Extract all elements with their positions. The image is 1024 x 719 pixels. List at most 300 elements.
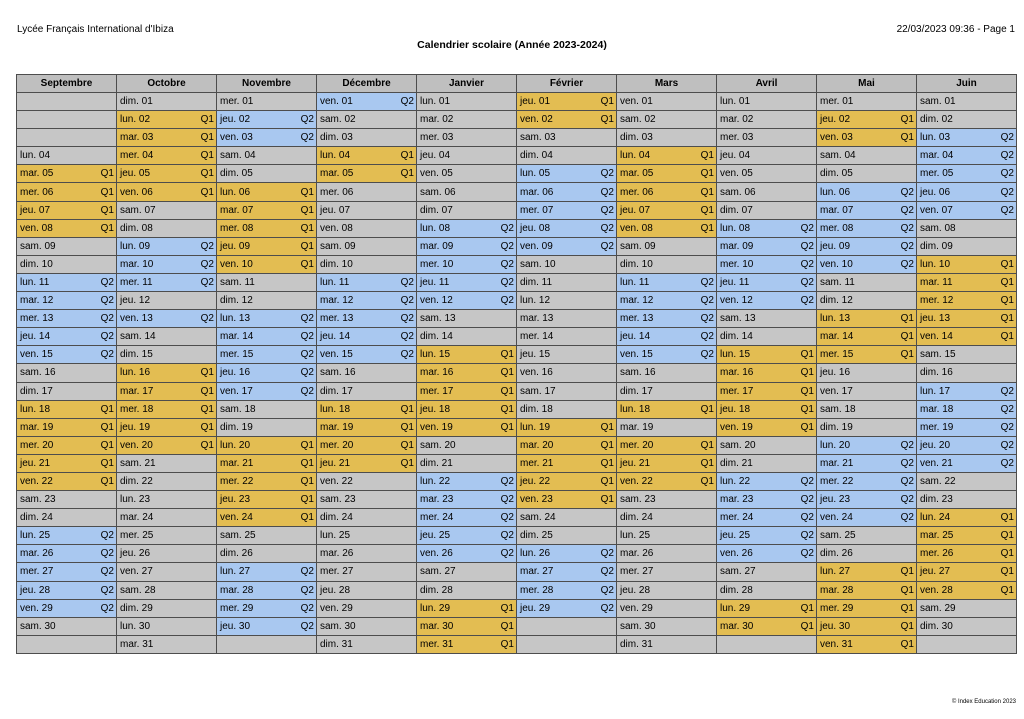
day-cell	[217, 237, 317, 255]
day-cell	[317, 237, 417, 255]
day-label: jeu. 01	[520, 96, 551, 108]
day-label: ven. 29	[620, 602, 653, 614]
day-cell	[17, 219, 117, 237]
day-label: mer. 08	[220, 222, 254, 234]
period-label: Q2	[900, 457, 914, 469]
period-label: Q2	[100, 276, 114, 288]
day-cell	[917, 454, 1017, 472]
period-label: Q2	[300, 132, 314, 144]
period-label: Q1	[500, 403, 514, 415]
day-cell	[617, 165, 717, 183]
calendar-row	[17, 292, 1017, 310]
day-cell	[317, 93, 417, 111]
day-cell	[617, 382, 717, 400]
day-label: mer. 20	[20, 439, 54, 451]
calendar-row	[17, 328, 1017, 346]
month-header: Décembre	[317, 75, 417, 93]
day-cell	[717, 509, 817, 527]
day-cell	[517, 292, 617, 310]
day-cell	[217, 93, 317, 111]
day-label: lun. 20	[220, 439, 251, 451]
day-cell	[617, 292, 717, 310]
day-cell	[17, 346, 117, 364]
day-cell	[617, 436, 717, 454]
period-label: Q2	[600, 548, 614, 560]
day-cell	[517, 545, 617, 563]
period-label: Q1	[1000, 512, 1014, 524]
period-label: Q2	[1000, 150, 1014, 162]
day-cell	[517, 328, 617, 346]
day-label: ven. 12	[420, 295, 453, 307]
day-cell	[417, 364, 517, 382]
day-label: lun. 10	[920, 258, 951, 270]
day-cell	[917, 527, 1017, 545]
print-timestamp: 22/03/2023 09:36 - Page 1	[896, 24, 1015, 35]
day-label: sam. 23	[20, 494, 56, 506]
day-label: dim. 26	[220, 548, 253, 560]
day-label: sam. 16	[320, 367, 356, 379]
period-label: Q2	[200, 313, 214, 325]
day-cell	[217, 617, 317, 635]
day-label: ven. 19	[420, 421, 453, 433]
day-label: sam. 23	[620, 494, 656, 506]
day-label: ven. 06	[120, 186, 153, 198]
calendar-row	[17, 599, 1017, 617]
day-label: mer. 06	[320, 186, 354, 198]
day-label: jeu. 04	[420, 150, 451, 162]
period-label: Q1	[400, 150, 414, 162]
day-cell	[117, 255, 217, 273]
period-label: Q1	[300, 476, 314, 488]
day-cell	[17, 509, 117, 527]
day-label: ven. 02	[520, 114, 553, 126]
day-label: mer. 12	[920, 295, 954, 307]
day-cell	[817, 617, 917, 635]
period-label: Q1	[500, 602, 514, 614]
day-label: mer. 05	[920, 168, 954, 180]
day-label: jeu. 23	[220, 494, 251, 506]
day-cell	[217, 273, 317, 291]
empty-day-cell	[717, 635, 817, 653]
day-cell	[917, 563, 1017, 581]
day-label: mar. 14	[820, 331, 854, 343]
day-cell	[217, 129, 317, 147]
day-label: lun. 30	[120, 620, 151, 632]
day-cell	[517, 418, 617, 436]
day-cell	[417, 599, 517, 617]
calendar-row	[17, 364, 1017, 382]
day-label: ven. 08	[620, 222, 653, 234]
day-label: ven. 28	[920, 584, 953, 596]
period-label: Q1	[500, 349, 514, 361]
day-cell	[517, 273, 617, 291]
day-cell	[517, 527, 617, 545]
day-label: mar. 09	[420, 240, 454, 252]
period-label: Q1	[300, 439, 314, 451]
day-cell	[17, 165, 117, 183]
period-label: Q2	[800, 258, 814, 270]
day-label: mer. 03	[420, 132, 454, 144]
day-cell	[417, 147, 517, 165]
period-label: Q2	[800, 548, 814, 560]
calendar-row	[17, 509, 1017, 527]
day-label: dim. 11	[520, 276, 553, 288]
day-cell	[917, 93, 1017, 111]
calendar-row	[17, 581, 1017, 599]
day-cell	[117, 599, 217, 617]
day-label: mar. 26	[320, 548, 354, 560]
day-label: sam. 02	[320, 114, 356, 126]
day-cell	[717, 93, 817, 111]
day-label: sam. 18	[820, 403, 856, 415]
period-label: Q1	[200, 367, 214, 379]
day-label: lun. 04	[620, 150, 651, 162]
day-cell	[717, 183, 817, 201]
day-label: sam. 25	[220, 530, 256, 542]
calendar-row	[17, 129, 1017, 147]
day-cell	[317, 255, 417, 273]
day-label: mar. 12	[620, 295, 654, 307]
day-label: ven. 17	[820, 385, 853, 397]
day-cell	[817, 147, 917, 165]
day-cell	[317, 491, 417, 509]
day-cell	[417, 93, 517, 111]
calendar-row	[17, 454, 1017, 472]
month-header: Juin	[917, 75, 1017, 93]
day-cell	[717, 165, 817, 183]
day-cell	[17, 147, 117, 165]
period-label: Q1	[300, 186, 314, 198]
day-label: dim. 22	[120, 476, 153, 488]
day-label: jeu. 29	[520, 602, 551, 614]
day-label: lun. 03	[920, 132, 951, 144]
day-label: mar. 05	[20, 168, 54, 180]
period-label: Q2	[1000, 204, 1014, 216]
day-cell	[217, 346, 317, 364]
period-label: Q2	[300, 349, 314, 361]
day-cell	[617, 129, 717, 147]
period-label: Q2	[100, 602, 114, 614]
day-cell	[617, 111, 717, 129]
empty-day-cell	[17, 129, 117, 147]
period-label: Q1	[300, 494, 314, 506]
day-label: mer. 06	[620, 186, 654, 198]
day-cell	[17, 364, 117, 382]
period-label: Q2	[700, 313, 714, 325]
day-label: sam. 01	[920, 96, 956, 108]
day-cell	[817, 237, 917, 255]
calendar-row	[17, 111, 1017, 129]
day-label: mar. 05	[620, 168, 654, 180]
day-label: lun. 29	[720, 602, 751, 614]
day-label: mer. 07	[520, 204, 554, 216]
day-label: sam. 03	[520, 132, 556, 144]
day-cell	[817, 563, 917, 581]
day-cell	[917, 310, 1017, 328]
day-cell	[717, 237, 817, 255]
day-cell	[917, 201, 1017, 219]
day-cell	[117, 165, 217, 183]
period-label: Q2	[500, 512, 514, 524]
period-label: Q2	[600, 222, 614, 234]
day-cell	[717, 111, 817, 129]
day-cell	[417, 545, 517, 563]
day-cell	[117, 400, 217, 418]
day-cell	[417, 165, 517, 183]
day-cell	[417, 617, 517, 635]
period-label: Q2	[900, 476, 914, 488]
day-label: mar. 14	[220, 331, 254, 343]
period-label: Q1	[700, 476, 714, 488]
day-cell	[917, 545, 1017, 563]
day-cell	[517, 237, 617, 255]
day-cell	[517, 454, 617, 472]
day-label: ven. 22	[20, 476, 53, 488]
day-cell	[917, 418, 1017, 436]
period-label: Q2	[400, 331, 414, 343]
day-cell	[17, 255, 117, 273]
day-cell	[617, 509, 717, 527]
day-label: dim. 10	[20, 258, 53, 270]
day-label: jeu. 13	[920, 313, 951, 325]
day-cell	[617, 273, 717, 291]
empty-day-cell	[217, 635, 317, 653]
day-cell	[717, 581, 817, 599]
day-label: dim. 21	[420, 457, 453, 469]
day-label: jeu. 07	[20, 204, 51, 216]
period-label: Q2	[400, 276, 414, 288]
day-cell	[317, 472, 417, 490]
day-cell	[217, 165, 317, 183]
period-label: Q1	[300, 512, 314, 524]
day-label: jeu. 15	[520, 349, 551, 361]
day-label: ven. 16	[520, 367, 553, 379]
day-label: mer. 27	[20, 566, 54, 578]
period-label: Q2	[100, 584, 114, 596]
day-cell	[817, 328, 917, 346]
period-label: Q2	[300, 313, 314, 325]
day-label: lun. 25	[620, 530, 651, 542]
period-label: Q1	[900, 132, 914, 144]
copyright-footer: © Index Education 2023	[951, 699, 1016, 705]
period-label: Q2	[500, 240, 514, 252]
calendar-row	[17, 563, 1017, 581]
period-label: Q2	[600, 168, 614, 180]
day-cell	[317, 219, 417, 237]
day-label: dim. 10	[320, 258, 353, 270]
day-cell	[17, 418, 117, 436]
day-cell	[417, 491, 517, 509]
day-label: mer. 21	[520, 457, 554, 469]
day-label: mar. 25	[920, 530, 954, 542]
period-label: Q2	[300, 602, 314, 614]
day-cell	[17, 472, 117, 490]
day-cell	[817, 183, 917, 201]
day-label: dim. 07	[720, 204, 753, 216]
period-label: Q1	[500, 620, 514, 632]
period-label: Q2	[800, 530, 814, 542]
empty-day-cell	[517, 617, 617, 635]
period-label: Q1	[700, 204, 714, 216]
day-cell	[17, 237, 117, 255]
day-cell	[817, 581, 917, 599]
day-label: ven. 26	[420, 548, 453, 560]
period-label: Q1	[600, 439, 614, 451]
day-cell	[617, 400, 717, 418]
day-cell	[117, 292, 217, 310]
day-label: dim. 19	[820, 421, 853, 433]
day-cell	[717, 346, 817, 364]
period-label: Q1	[200, 186, 214, 198]
empty-day-cell	[17, 93, 117, 111]
period-label: Q2	[400, 349, 414, 361]
period-label: Q1	[100, 439, 114, 451]
period-label: Q2	[300, 584, 314, 596]
day-label: sam. 13	[420, 313, 456, 325]
day-label: jeu. 09	[220, 240, 251, 252]
period-label: Q1	[200, 114, 214, 126]
day-cell	[117, 364, 217, 382]
day-label: ven. 03	[220, 132, 253, 144]
period-label: Q1	[200, 132, 214, 144]
day-label: mer. 17	[720, 385, 754, 397]
day-cell	[217, 509, 317, 527]
day-label: lun. 08	[420, 222, 451, 234]
calendar-row	[17, 201, 1017, 219]
period-label: Q2	[600, 566, 614, 578]
day-label: ven. 07	[920, 204, 953, 216]
day-label: dim. 03	[320, 132, 353, 144]
day-cell	[217, 219, 317, 237]
day-cell	[617, 581, 717, 599]
day-cell	[417, 328, 517, 346]
day-cell	[917, 346, 1017, 364]
calendar-row	[17, 165, 1017, 183]
day-cell	[517, 93, 617, 111]
day-cell	[917, 111, 1017, 129]
period-label: Q2	[700, 349, 714, 361]
day-label: mar. 17	[120, 385, 154, 397]
calendar-row	[17, 635, 1017, 653]
day-label: ven. 17	[220, 385, 253, 397]
period-label: Q1	[200, 385, 214, 397]
period-label: Q2	[900, 494, 914, 506]
day-label: sam. 18	[220, 403, 256, 415]
day-cell	[817, 346, 917, 364]
day-label: mar. 10	[120, 258, 154, 270]
day-label: jeu. 07	[320, 204, 351, 216]
day-label: ven. 10	[220, 258, 253, 270]
day-cell	[717, 255, 817, 273]
day-cell	[517, 400, 617, 418]
day-label: lun. 16	[120, 367, 151, 379]
day-cell	[917, 165, 1017, 183]
day-label: sam. 27	[420, 566, 456, 578]
day-label: lun. 15	[720, 349, 751, 361]
day-cell	[617, 147, 717, 165]
day-cell	[217, 436, 317, 454]
day-cell	[917, 129, 1017, 147]
day-cell	[317, 617, 417, 635]
day-label: mar. 19	[620, 421, 654, 433]
period-label: Q2	[1000, 403, 1014, 415]
period-label: Q1	[900, 313, 914, 325]
empty-day-cell	[917, 635, 1017, 653]
day-cell	[717, 219, 817, 237]
day-cell	[517, 599, 617, 617]
day-cell	[17, 328, 117, 346]
period-label: Q1	[300, 204, 314, 216]
period-label: Q2	[700, 276, 714, 288]
day-label: ven. 01	[620, 96, 653, 108]
day-label: mar. 02	[420, 114, 454, 126]
period-label: Q2	[100, 566, 114, 578]
period-label: Q1	[1000, 276, 1014, 288]
day-cell	[117, 563, 217, 581]
day-cell	[417, 111, 517, 129]
period-label: Q1	[200, 403, 214, 415]
period-label: Q2	[600, 186, 614, 198]
day-label: mer. 13	[320, 313, 354, 325]
period-label: Q1	[800, 602, 814, 614]
calendar-row	[17, 472, 1017, 490]
day-label: dim. 31	[320, 638, 353, 650]
calendar-row	[17, 382, 1017, 400]
day-cell	[217, 454, 317, 472]
day-label: lun. 18	[620, 403, 651, 415]
day-label: dim. 24	[320, 512, 353, 524]
day-cell	[717, 364, 817, 382]
day-label: ven. 12	[720, 295, 753, 307]
day-label: jeu. 05	[120, 168, 151, 180]
day-label: lun. 11	[320, 276, 350, 288]
day-label: sam. 27	[720, 566, 756, 578]
day-cell	[717, 382, 817, 400]
day-cell	[317, 599, 417, 617]
day-label: lun. 26	[520, 548, 551, 560]
day-cell	[117, 527, 217, 545]
period-label: Q2	[500, 258, 514, 270]
day-label: sam. 06	[420, 186, 456, 198]
day-label: lun. 11	[20, 276, 50, 288]
day-cell	[917, 436, 1017, 454]
day-cell	[917, 183, 1017, 201]
day-cell	[117, 328, 217, 346]
period-label: Q2	[800, 512, 814, 524]
day-cell	[917, 400, 1017, 418]
day-label: jeu. 23	[820, 494, 851, 506]
day-label: dim. 02	[920, 114, 953, 126]
day-cell	[717, 617, 817, 635]
day-cell	[717, 454, 817, 472]
day-cell	[117, 219, 217, 237]
period-label: Q1	[1000, 331, 1014, 343]
day-cell	[817, 382, 917, 400]
day-cell	[817, 436, 917, 454]
day-cell	[617, 183, 717, 201]
day-cell	[517, 255, 617, 273]
period-label: Q2	[100, 349, 114, 361]
period-label: Q1	[100, 204, 114, 216]
day-cell	[317, 635, 417, 653]
day-cell	[317, 328, 417, 346]
day-cell	[817, 129, 917, 147]
day-label: mar. 31	[120, 638, 154, 650]
day-label: sam. 14	[120, 331, 156, 343]
day-label: sam. 29	[920, 602, 956, 614]
day-cell	[17, 273, 117, 291]
day-label: mar. 19	[320, 421, 354, 433]
